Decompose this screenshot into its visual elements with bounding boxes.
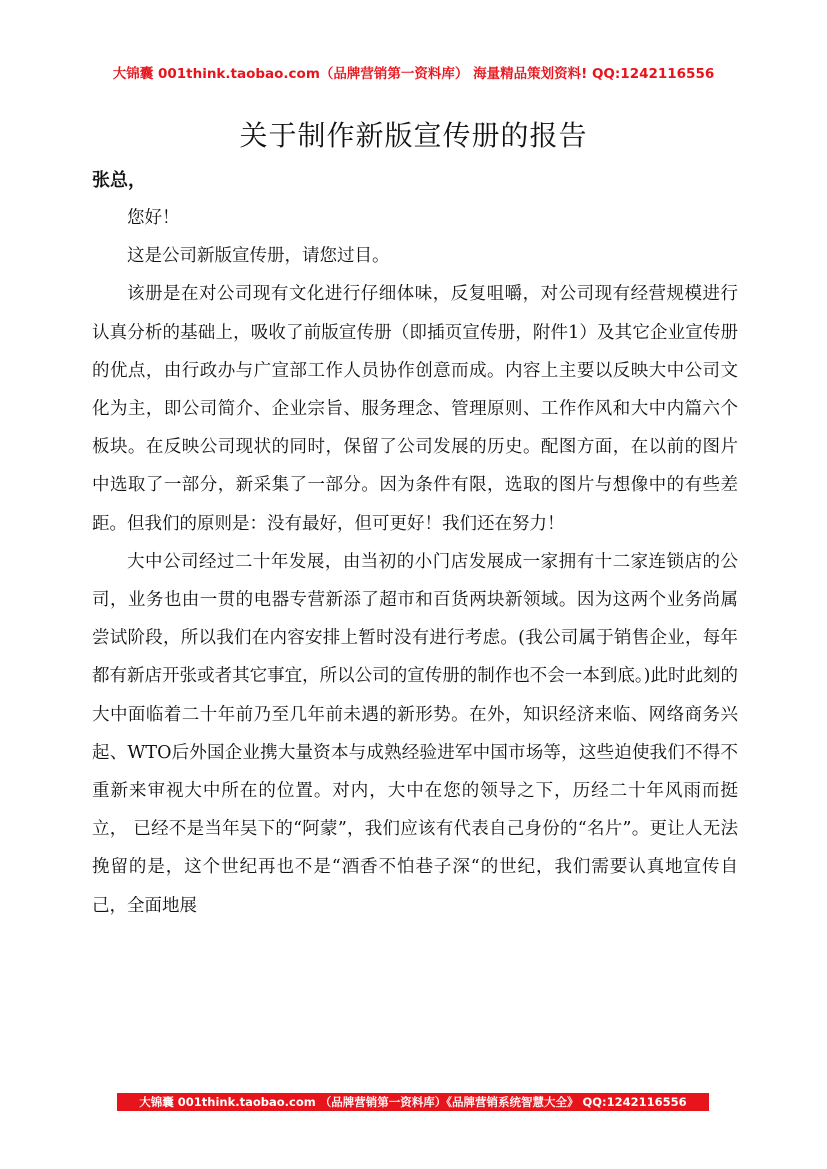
header-banner: 大锦囊 001think.taobao.com（品牌营销第一资料库） 海量精品策划资料! QQ:1242116556 [112, 66, 715, 82]
footer-banner: 大锦囊 001think.taobao.com （品牌营销第一资料库）《品牌营销系统智慧大全》 QQ:1242116556 [117, 1093, 709, 1111]
paragraph-intro: 这是公司新版宣传册，请您过目。 [127, 246, 390, 267]
paragraph-greeting: 您好！ [127, 208, 180, 228]
paragraph-brochure-description: 该册是在对公司现有文化进行仔细体味，反复咀嚼，对公司现有经营规模进行认真分析的基础上，吸收了前版宣传册（即插页宣传册，附件1）及其它企业宣传册的优点，由行政办与广宣部工作人员协作创意而成。内容上主要以反映大中公司文化为主，即公司简介、企业宗旨、服务理念、管理原则、工作作风和大中内篇六个板块。在反映公司现状的同时，保留了公司发展的历史。配图方面，在以前的图片中选取了一部分，新采集了一部分。因为条件有限，选取的图片与想像中的有些差距。但我们的原则是：没有最好，但可更好！我们还在努力！ [92, 284, 738, 534]
salutation: 张总， [92, 170, 146, 191]
paragraph-company-background: 大中公司经过二十年发展，由当初的小门店发展成一家拥有十二家连锁店的公司，业务也由一贯的电器专营新添了超市和百货两块新领域。因为这两个业务尚属尝试阶段，所以我们在内容安排上暂时没有进行考虑。(我公司属于销售企业，每年都有新店开张或者其它事宜，所以公司的宣传册的制作也不会一本到底。)此时此刻的大中面临着二十年前乃至几年前未遇的新形势。在外，知识经济来临、网络商务兴起、WTO后外国企业携大量资本与成熟经验进军中国市场等，这些迫使我们不得不重新来审视大中所在的位置。对内，大中在您的领导之下，历经二十年风雨而挺立， 已经不是当年吴下的“阿蒙”，我们应该有代表自己身份的“名片”。更让人无法挽留的是，这个世纪再也不是“酒香不怕巷子深“的世纪，我们需要认真地宣传自己，全面地展 [92, 551, 738, 916]
document-body [92, 199, 738, 925]
document-title: 关于制作新版宣传册的报告 [239, 119, 588, 152]
